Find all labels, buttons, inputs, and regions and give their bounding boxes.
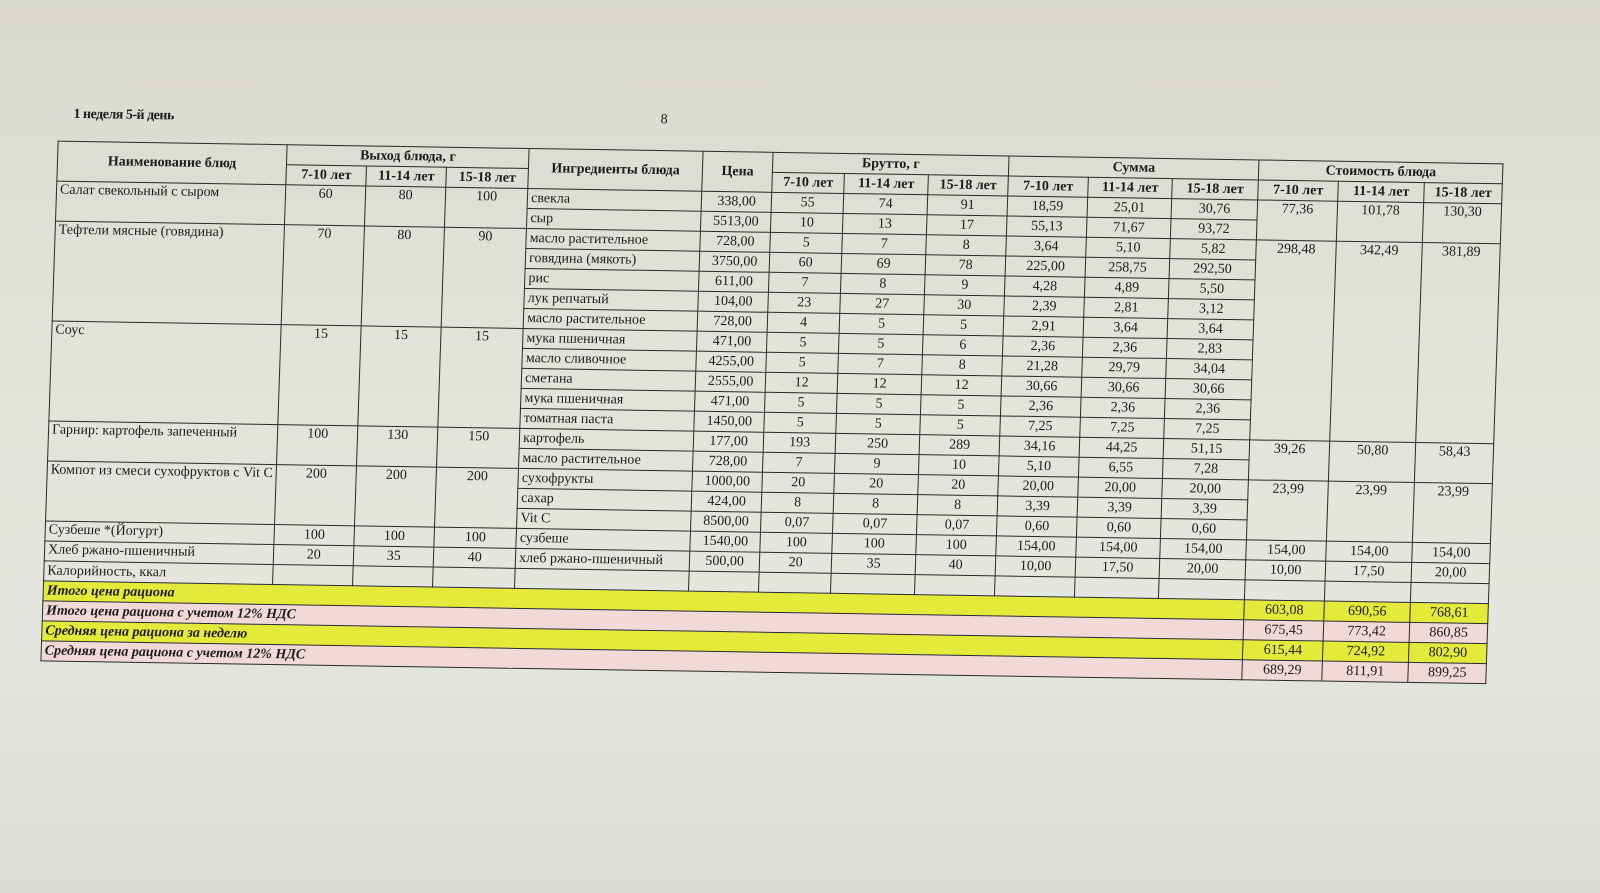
dish-name: Компот из смеси сухофруктов с Vit C [46, 461, 277, 525]
brutto-cell: 78 [925, 255, 1006, 276]
brutto-cell: 20 [834, 473, 919, 494]
sum-cell: 30,76 [1171, 199, 1258, 220]
cost-cell: 130,30 [1423, 203, 1502, 244]
brutto-cell: 8 [761, 492, 834, 513]
sum-cell: 3,39 [1161, 498, 1248, 519]
sum-cell: 154,00 [1076, 537, 1161, 558]
price-cell: 8500,00 [691, 511, 762, 532]
price-cell: 104,00 [698, 291, 769, 312]
brutto-cell: 30 [924, 295, 1005, 316]
cost-cell: 50,80 [1329, 441, 1416, 482]
brutto-cell: 6 [923, 335, 1004, 356]
age-header: 7-10 лет [286, 165, 367, 186]
brutto-cell: 69 [841, 253, 926, 274]
brutto-cell: 100 [916, 535, 997, 556]
dish-name: Сузбеше *(Йогурт) [45, 521, 275, 545]
age-header: 11-14 лет [366, 166, 447, 187]
sum-cell: 93,72 [1171, 219, 1258, 240]
total-value: 690,56 [1324, 601, 1411, 622]
ingredient-name: свекла [527, 188, 702, 211]
sum-cell: 292,50 [1169, 259, 1256, 280]
sum-cell: 2,83 [1167, 339, 1254, 360]
sum-cell: 30,66 [1081, 377, 1166, 398]
sum-cell: 30,66 [1165, 379, 1252, 400]
yield-cell: 100 [445, 187, 528, 228]
sum-cell: 2,91 [1003, 316, 1084, 337]
sum-cell: 20,00 [1159, 558, 1246, 579]
brutto-cell: 5 [839, 333, 924, 354]
total-label: Итого цена рациона [43, 581, 1245, 620]
sum-cell: 5,82 [1170, 239, 1257, 260]
ingredient-name: Vit C [517, 508, 692, 531]
brutto-cell: 7 [838, 353, 923, 374]
price-cell: 611,00 [699, 271, 770, 292]
brutto-cell: 40 [915, 555, 996, 576]
sum-cell: 2,36 [1001, 396, 1082, 417]
brutto-cell: 0,07 [761, 512, 834, 533]
weekly-value: 615,44 [1243, 640, 1324, 661]
sum-cell: 0,60 [997, 516, 1078, 537]
brutto-cell: 55 [771, 192, 844, 213]
col-price: Цена [702, 151, 773, 192]
sum-cell: 30,66 [1001, 376, 1082, 397]
document-sheet [0, 70, 1520, 793]
brutto-cell: 8 [926, 235, 1007, 256]
total-vat-value: 675,45 [1243, 620, 1324, 641]
sum-cell: 71,67 [1087, 217, 1172, 238]
brutto-cell: 0,07 [833, 513, 918, 534]
ingredient-name: лук репчатый [524, 288, 699, 311]
page-number: 8 [660, 112, 668, 128]
total-vat-value: 773,42 [1323, 621, 1410, 642]
age-header: 7-10 лет [1258, 180, 1339, 201]
age-header: 7-10 лет [1008, 176, 1089, 197]
brutto-cell: 5 [920, 415, 1001, 436]
dish-name: Гарнир: картофель запеченный [48, 421, 278, 465]
yield-cell: 150 [437, 427, 520, 468]
ingredient-name: масло сливочное [522, 348, 697, 371]
brutto-cell: 20 [762, 472, 835, 493]
brutto-cell: 7 [842, 233, 927, 254]
cost-cell: 58,43 [1415, 442, 1494, 483]
cost-cell: 17,50 [1325, 561, 1412, 582]
brutto-cell: 4 [767, 312, 840, 333]
sum-cell: 5,50 [1169, 279, 1256, 300]
cost-cell: 39,26 [1249, 440, 1330, 481]
brutto-cell: 27 [840, 293, 925, 314]
ingredient-name: говядина (мякоть) [525, 248, 700, 271]
sum-cell: 6,55 [1079, 457, 1164, 478]
price-cell: 4255,00 [696, 351, 767, 372]
sum-cell: 21,28 [1002, 356, 1083, 377]
sum-cell: 20,00 [1078, 477, 1163, 498]
ingredient-name: сузбеше [516, 528, 691, 551]
sum-cell: 3,64 [1006, 236, 1087, 257]
col-sum: Сумма [1009, 156, 1260, 180]
ingredient-name: хлеб ржано-пшеничный [515, 548, 690, 571]
yield-cell: 15 [438, 327, 523, 428]
brutto-cell: 35 [831, 553, 916, 574]
brutto-cell: 12 [765, 372, 838, 393]
price-cell: 424,00 [691, 491, 762, 512]
price-cell: 728,00 [700, 231, 771, 252]
yield-cell: 200 [435, 467, 519, 528]
ingredient-name: сыр [527, 208, 702, 231]
brutto-cell: 10 [919, 455, 1000, 476]
calories-label: Калорийность, ккал [44, 561, 274, 585]
yield-cell: 90 [441, 227, 526, 328]
brutto-cell: 5 [764, 412, 837, 433]
brutto-cell: 12 [921, 375, 1002, 396]
col-ingredients: Ингредиенты блюда [528, 149, 703, 192]
dish-name: Тефтели мясные (говядина) [52, 221, 284, 325]
sum-cell: 34,04 [1166, 359, 1253, 380]
brutto-cell: 5 [837, 393, 922, 414]
dish-name: Салат свекольный с сыром [56, 181, 286, 225]
yield-cell: 130 [357, 426, 438, 467]
sum-cell: 34,16 [999, 436, 1080, 457]
sum-cell: 4,89 [1085, 277, 1170, 298]
sum-cell: 7,25 [1000, 416, 1081, 437]
sum-cell: 2,81 [1084, 297, 1169, 318]
price-cell: 1450,00 [694, 411, 765, 432]
yield-cell: 15 [278, 325, 361, 426]
yield-cell: 15 [358, 326, 441, 427]
age-header: 11-14 лет [1338, 181, 1425, 202]
price-cell: 5513,00 [701, 211, 772, 232]
sum-cell: 154,00 [996, 536, 1077, 557]
sum-cell: 10,00 [995, 556, 1076, 577]
ingredient-name: томатная паста [520, 408, 695, 431]
price-cell: 177,00 [693, 431, 764, 452]
brutto-cell: 20 [759, 552, 832, 573]
price-cell: 1000,00 [692, 471, 763, 492]
sum-cell: 3,39 [1077, 497, 1162, 518]
brutto-cell: 5 [770, 232, 843, 253]
sum-cell: 4,28 [1005, 276, 1086, 297]
cost-cell: 298,48 [1250, 240, 1337, 441]
sum-cell: 2,36 [1083, 337, 1168, 358]
sum-cell: 17,50 [1075, 557, 1160, 578]
sum-cell: 2,36 [1003, 336, 1084, 357]
cost-cell: 23,99 [1413, 482, 1493, 543]
weekly-vat-value: 689,29 [1242, 660, 1323, 681]
cost-cell: 342,49 [1330, 241, 1423, 442]
brutto-cell: 8 [922, 355, 1003, 376]
yield-cell: 80 [361, 226, 444, 327]
col-yield: Выход блюда, г [287, 145, 530, 169]
sum-cell: 2,36 [1165, 399, 1252, 420]
sum-cell: 225,00 [1005, 256, 1086, 277]
brutto-cell: 5 [839, 313, 924, 334]
col-dish-name: Наименование блюд [57, 141, 287, 185]
yield-cell: 35 [353, 546, 434, 567]
brutto-cell: 9 [835, 453, 920, 474]
yield-cell: 60 [285, 185, 366, 226]
menu-table [40, 141, 1503, 685]
ingredient-name: сметана [521, 368, 696, 391]
sum-cell: 44,25 [1079, 437, 1164, 458]
yield-cell: 100 [274, 525, 355, 546]
brutto-cell: 13 [843, 213, 928, 234]
brutto-cell: 289 [919, 435, 1000, 456]
yield-cell: 100 [277, 425, 358, 466]
brutto-cell: 5 [766, 352, 839, 373]
sum-cell: 51,15 [1163, 439, 1250, 460]
yield-cell: 200 [355, 466, 437, 527]
sum-cell: 2,36 [1081, 397, 1166, 418]
brutto-cell: 17 [927, 215, 1008, 236]
cost-cell: 101,78 [1337, 201, 1424, 242]
brutto-cell: 8 [833, 493, 918, 514]
yield-cell: 70 [281, 225, 364, 326]
yield-cell: 100 [354, 526, 435, 547]
brutto-cell: 91 [927, 195, 1008, 216]
age-header: 15-18 лет [1172, 179, 1259, 200]
age-header: 15-18 лет [1424, 183, 1503, 204]
brutto-cell: 5 [836, 413, 921, 434]
sum-cell: 258,75 [1085, 257, 1170, 278]
brutto-cell: 60 [769, 252, 842, 273]
age-header: 7-10 лет [772, 172, 845, 193]
dish-name: Хлеб ржано-пшеничный [44, 541, 274, 565]
brutto-cell: 193 [763, 432, 836, 453]
sum-cell: 154,00 [1160, 538, 1247, 559]
ingredient-name: масло растительное [523, 308, 698, 331]
cost-cell: 10,00 [1245, 560, 1326, 581]
sum-cell: 0,60 [1077, 517, 1162, 538]
col-cost: Стоимость блюда [1259, 160, 1504, 184]
brutto-cell: 0,07 [917, 515, 998, 536]
ingredient-name: сухофрукты [518, 468, 693, 491]
cost-cell: 154,00 [1326, 541, 1413, 562]
price-cell: 728,00 [697, 311, 768, 332]
brutto-cell: 5 [923, 315, 1004, 336]
weekly-vat-label: Средняя цена рациона с учетом 12% НДС [41, 641, 1243, 680]
weekly-label: Средняя цена рациона за неделю [42, 621, 1244, 660]
cost-cell: 23,99 [1327, 481, 1415, 542]
price-cell: 471,00 [695, 391, 766, 412]
sum-cell: 0,60 [1161, 518, 1248, 539]
sum-cell: 25,01 [1087, 197, 1172, 218]
yield-cell: 80 [365, 186, 446, 227]
sum-cell: 3,64 [1083, 317, 1168, 338]
age-header: 11-14 лет [1088, 177, 1173, 198]
sum-cell: 29,79 [1082, 357, 1167, 378]
price-cell: 1540,00 [690, 531, 761, 552]
cost-cell: 77,36 [1257, 200, 1338, 241]
ingredient-name: сахар [517, 488, 692, 511]
sum-cell: 20,00 [1162, 478, 1249, 499]
yield-cell: 100 [434, 527, 517, 548]
total-value: 603,08 [1244, 600, 1325, 621]
week-day-title: 1 неделя 5-й день [73, 106, 175, 124]
sum-cell: 55,13 [1007, 216, 1088, 237]
sum-cell: 20,00 [998, 476, 1079, 497]
age-header: 15-18 лет [446, 167, 529, 188]
ingredient-name: масло растительное [519, 448, 694, 471]
brutto-cell: 23 [768, 292, 841, 313]
weekly-vat-value: 811,91 [1322, 661, 1409, 682]
weekly-value: 802,90 [1409, 642, 1488, 663]
weekly-vat-value: 899,25 [1408, 662, 1487, 683]
col-brutto: Брутто, г [773, 152, 1010, 176]
sum-cell: 3,64 [1167, 319, 1254, 340]
brutto-cell: 100 [832, 533, 917, 554]
price-cell: 2555,00 [695, 371, 766, 392]
weekly-value: 724,92 [1323, 641, 1410, 662]
sum-cell: 3,12 [1168, 299, 1255, 320]
sum-cell: 3,39 [997, 496, 1078, 517]
sum-cell: 7,28 [1163, 459, 1250, 480]
cost-cell: 381,89 [1416, 243, 1501, 444]
yield-cell: 40 [433, 547, 516, 568]
total-vat-label: Итого цена рациона с учетом 12% НДС [42, 601, 1244, 640]
brutto-cell: 7 [769, 272, 842, 293]
price-cell: 500,00 [689, 551, 760, 572]
ingredient-name: мука пшеничная [521, 388, 696, 411]
sum-cell: 5,10 [999, 456, 1080, 477]
ingredient-name: рис [525, 268, 700, 291]
price-cell: 728,00 [693, 451, 764, 472]
total-value: 768,61 [1410, 602, 1489, 623]
ingredient-name: картофель [519, 428, 694, 451]
cost-cell: 23,99 [1247, 480, 1329, 541]
sum-cell: 7,25 [1164, 419, 1251, 440]
sum-cell: 2,39 [1004, 296, 1085, 317]
sum-cell: 7,25 [1080, 417, 1165, 438]
price-cell: 471,00 [697, 331, 768, 352]
price-cell: 3750,00 [699, 251, 770, 272]
brutto-cell: 12 [837, 373, 922, 394]
cost-cell: 154,00 [1246, 540, 1327, 561]
brutto-cell: 20 [918, 475, 999, 496]
brutto-cell: 5 [921, 395, 1002, 416]
sum-cell: 5,10 [1086, 237, 1171, 258]
cost-cell: 154,00 [1412, 542, 1491, 563]
dish-name: Соус [49, 321, 281, 425]
yield-cell: 200 [275, 465, 357, 526]
cost-cell: 20,00 [1411, 562, 1490, 583]
brutto-cell: 5 [765, 392, 838, 413]
age-header: 15-18 лет [928, 175, 1009, 196]
price-cell: 338,00 [701, 191, 772, 212]
brutto-cell: 9 [925, 275, 1006, 296]
brutto-cell: 250 [835, 433, 920, 454]
brutto-cell: 8 [917, 495, 998, 516]
brutto-cell: 100 [760, 532, 833, 553]
ingredient-name: масло растительное [526, 228, 701, 251]
brutto-cell: 5 [767, 332, 840, 353]
yield-cell: 20 [273, 545, 354, 566]
ingredient-name: мука пшеничная [523, 328, 698, 351]
age-header: 11-14 лет [844, 173, 929, 194]
total-vat-value: 860,85 [1409, 622, 1488, 643]
brutto-cell: 10 [771, 212, 844, 233]
sum-cell: 18,59 [1007, 196, 1088, 217]
brutto-cell: 74 [843, 193, 928, 214]
brutto-cell: 7 [763, 452, 836, 473]
brutto-cell: 8 [841, 273, 926, 294]
